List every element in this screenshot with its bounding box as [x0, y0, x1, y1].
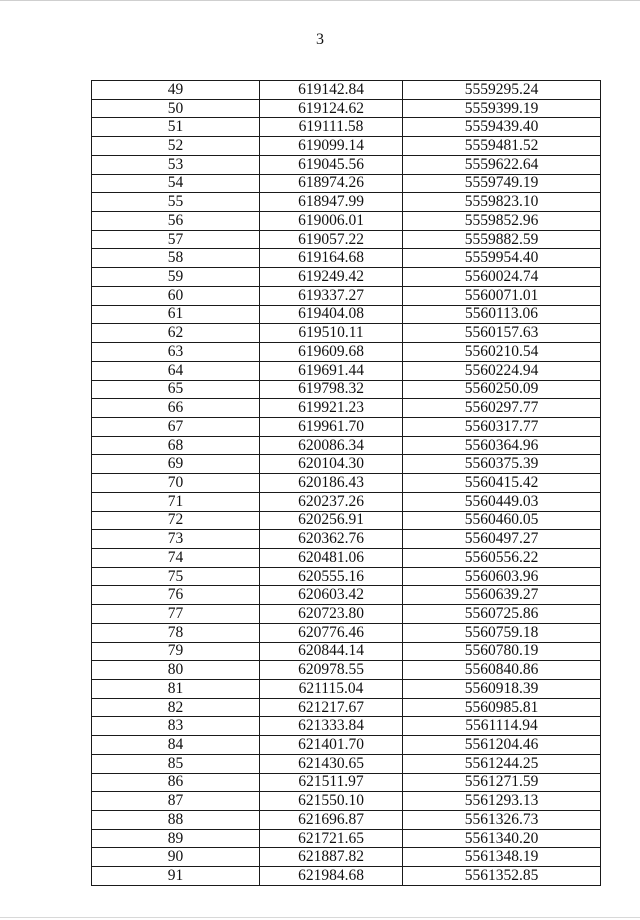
table-row: [92, 343, 601, 362]
x-coordinate-cell: 618974.26: [260, 174, 403, 193]
table-row: [92, 736, 601, 755]
x-coordinate-cell: 620844.14: [260, 642, 403, 661]
table-row: [92, 230, 601, 249]
x-coordinate-cell: 620256.91: [260, 511, 403, 530]
y-coordinate-cell: 5559954.40: [403, 249, 601, 268]
coordinates-table: [91, 80, 601, 886]
y-coordinate-cell: 5560460.05: [403, 511, 601, 530]
table-row: [92, 99, 601, 118]
x-coordinate-cell: 619609.68: [260, 343, 403, 362]
point-number-cell: 84: [92, 736, 260, 755]
table-row: [92, 792, 601, 811]
y-coordinate-cell: 5561348.19: [403, 848, 601, 867]
point-number-cell: 65: [92, 380, 260, 399]
point-number-cell: 80: [92, 661, 260, 680]
y-coordinate-cell: 5560113.06: [403, 305, 601, 324]
x-coordinate-cell: 619921.23: [260, 399, 403, 418]
x-coordinate-cell: 619142.84: [260, 81, 403, 100]
point-number-cell: 52: [92, 137, 260, 156]
table-row: [92, 137, 601, 156]
table-row: [92, 511, 601, 530]
point-number-cell: 88: [92, 811, 260, 830]
y-coordinate-cell: 5559852.96: [403, 212, 601, 231]
y-coordinate-cell: 5560224.94: [403, 361, 601, 380]
point-number-cell: 76: [92, 586, 260, 605]
y-coordinate-cell: 5560250.09: [403, 380, 601, 399]
y-coordinate-cell: 5560210.54: [403, 343, 601, 362]
y-coordinate-cell: 5561114.94: [403, 717, 601, 736]
y-coordinate-cell: 5560071.01: [403, 286, 601, 305]
point-number-cell: 85: [92, 754, 260, 773]
y-coordinate-cell: 5560985.81: [403, 698, 601, 717]
table-row: [92, 773, 601, 792]
x-coordinate-cell: 618947.99: [260, 193, 403, 212]
point-number-cell: 73: [92, 530, 260, 549]
x-coordinate-cell: 620104.30: [260, 455, 403, 474]
y-coordinate-cell: 5560556.22: [403, 548, 601, 567]
point-number-cell: 67: [92, 417, 260, 436]
x-coordinate-cell: 619006.01: [260, 212, 403, 231]
point-number-cell: 71: [92, 492, 260, 511]
table-row: [92, 605, 601, 624]
point-number-cell: 83: [92, 717, 260, 736]
y-coordinate-cell: 5560024.74: [403, 268, 601, 287]
point-number-cell: 62: [92, 324, 260, 343]
table-row: [92, 754, 601, 773]
y-coordinate-cell: 5560415.42: [403, 474, 601, 493]
x-coordinate-cell: 619164.68: [260, 249, 403, 268]
y-coordinate-cell: 5560725.86: [403, 605, 601, 624]
point-number-cell: 87: [92, 792, 260, 811]
table-row: [92, 642, 601, 661]
x-coordinate-cell: 621721.65: [260, 829, 403, 848]
y-coordinate-cell: 5559481.52: [403, 137, 601, 156]
y-coordinate-cell: 5560759.18: [403, 623, 601, 642]
table-row: [92, 623, 601, 642]
y-coordinate-cell: 5561204.46: [403, 736, 601, 755]
point-number-cell: 60: [92, 286, 260, 305]
point-number-cell: 58: [92, 249, 260, 268]
point-number-cell: 50: [92, 99, 260, 118]
point-number-cell: 53: [92, 155, 260, 174]
table-row: [92, 848, 601, 867]
y-coordinate-cell: 5560639.27: [403, 586, 601, 605]
table-row: [92, 829, 601, 848]
point-number-cell: 69: [92, 455, 260, 474]
table-row: [92, 436, 601, 455]
table-row: [92, 193, 601, 212]
point-number-cell: 55: [92, 193, 260, 212]
point-number-cell: 57: [92, 230, 260, 249]
y-coordinate-cell: 5561340.20: [403, 829, 601, 848]
table-row: [92, 717, 601, 736]
x-coordinate-cell: 620723.80: [260, 605, 403, 624]
y-coordinate-cell: 5559295.24: [403, 81, 601, 100]
x-coordinate-cell: 619337.27: [260, 286, 403, 305]
y-coordinate-cell: 5561326.73: [403, 811, 601, 830]
x-coordinate-cell: 620186.43: [260, 474, 403, 493]
x-coordinate-cell: 620978.55: [260, 661, 403, 680]
y-coordinate-cell: 5559439.40: [403, 118, 601, 137]
y-coordinate-cell: 5560918.39: [403, 680, 601, 699]
y-coordinate-cell: 5560449.03: [403, 492, 601, 511]
table-row: [92, 586, 601, 605]
point-number-cell: 86: [92, 773, 260, 792]
x-coordinate-cell: 621696.87: [260, 811, 403, 830]
y-coordinate-cell: 5560317.77: [403, 417, 601, 436]
point-number-cell: 56: [92, 212, 260, 231]
x-coordinate-cell: 621511.97: [260, 773, 403, 792]
x-coordinate-cell: 620603.42: [260, 586, 403, 605]
table-row: [92, 661, 601, 680]
point-number-cell: 63: [92, 343, 260, 362]
x-coordinate-cell: 619510.11: [260, 324, 403, 343]
point-number-cell: 61: [92, 305, 260, 324]
point-number-cell: 72: [92, 511, 260, 530]
y-coordinate-cell: 5560364.96: [403, 436, 601, 455]
x-coordinate-cell: 619045.56: [260, 155, 403, 174]
y-coordinate-cell: 5560375.39: [403, 455, 601, 474]
y-coordinate-cell: 5560840.86: [403, 661, 601, 680]
y-coordinate-cell: 5561352.85: [403, 867, 601, 886]
point-number-cell: 70: [92, 474, 260, 493]
x-coordinate-cell: 621115.04: [260, 680, 403, 699]
x-coordinate-cell: 619124.62: [260, 99, 403, 118]
point-number-cell: 78: [92, 623, 260, 642]
point-number-cell: 79: [92, 642, 260, 661]
table-row: [92, 324, 601, 343]
table-row: [92, 249, 601, 268]
y-coordinate-cell: 5560780.19: [403, 642, 601, 661]
table-row: [92, 155, 601, 174]
x-coordinate-cell: 619404.08: [260, 305, 403, 324]
table-row: [92, 361, 601, 380]
table-row: [92, 286, 601, 305]
x-coordinate-cell: 620237.26: [260, 492, 403, 511]
point-number-cell: 91: [92, 867, 260, 886]
point-number-cell: 75: [92, 567, 260, 586]
y-coordinate-cell: 5559399.19: [403, 99, 601, 118]
x-coordinate-cell: 619961.70: [260, 417, 403, 436]
x-coordinate-cell: 621430.65: [260, 754, 403, 773]
x-coordinate-cell: 619099.14: [260, 137, 403, 156]
table-row: [92, 530, 601, 549]
y-coordinate-cell: 5560603.96: [403, 567, 601, 586]
point-number-cell: 89: [92, 829, 260, 848]
x-coordinate-cell: 619798.32: [260, 380, 403, 399]
x-coordinate-cell: 620086.34: [260, 436, 403, 455]
point-number-cell: 51: [92, 118, 260, 137]
y-coordinate-cell: 5561244.25: [403, 754, 601, 773]
point-number-cell: 54: [92, 174, 260, 193]
table-row: [92, 548, 601, 567]
table-row: [92, 399, 601, 418]
table-row: [92, 474, 601, 493]
y-coordinate-cell: 5559749.19: [403, 174, 601, 193]
x-coordinate-cell: 621984.68: [260, 867, 403, 886]
table-row: [92, 417, 601, 436]
scan-edge-top: [0, 0, 640, 1]
point-number-cell: 49: [92, 81, 260, 100]
x-coordinate-cell: 621887.82: [260, 848, 403, 867]
point-number-cell: 77: [92, 605, 260, 624]
y-coordinate-cell: 5561271.59: [403, 773, 601, 792]
page-number: 3: [316, 31, 324, 48]
table-row: [92, 492, 601, 511]
y-coordinate-cell: 5560297.77: [403, 399, 601, 418]
y-coordinate-cell: 5560157.63: [403, 324, 601, 343]
y-coordinate-cell: 5559882.59: [403, 230, 601, 249]
table-row: [92, 867, 601, 886]
x-coordinate-cell: 620481.06: [260, 548, 403, 567]
point-number-cell: 59: [92, 268, 260, 287]
table-row: [92, 698, 601, 717]
x-coordinate-cell: 620555.16: [260, 567, 403, 586]
x-coordinate-cell: 619111.58: [260, 118, 403, 137]
table-row: [92, 268, 601, 287]
x-coordinate-cell: 621401.70: [260, 736, 403, 755]
point-number-cell: 82: [92, 698, 260, 717]
x-coordinate-cell: 619249.42: [260, 268, 403, 287]
x-coordinate-cell: 621550.10: [260, 792, 403, 811]
y-coordinate-cell: 5559823.10: [403, 193, 601, 212]
x-coordinate-cell: 619691.44: [260, 361, 403, 380]
x-coordinate-cell: 621217.67: [260, 698, 403, 717]
table-row: [92, 174, 601, 193]
x-coordinate-cell: 619057.22: [260, 230, 403, 249]
x-coordinate-cell: 621333.84: [260, 717, 403, 736]
table-row: [92, 212, 601, 231]
y-coordinate-cell: 5559622.64: [403, 155, 601, 174]
table-row: [92, 81, 601, 100]
point-number-cell: 81: [92, 680, 260, 699]
x-coordinate-cell: 620362.76: [260, 530, 403, 549]
point-number-cell: 74: [92, 548, 260, 567]
table-row: [92, 455, 601, 474]
table-row: [92, 380, 601, 399]
scan-edge-bottom: [0, 917, 640, 918]
point-number-cell: 64: [92, 361, 260, 380]
y-coordinate-cell: 5561293.13: [403, 792, 601, 811]
table-row: [92, 680, 601, 699]
y-coordinate-cell: 5560497.27: [403, 530, 601, 549]
point-number-cell: 68: [92, 436, 260, 455]
point-number-cell: 90: [92, 848, 260, 867]
point-number-cell: 66: [92, 399, 260, 418]
table-row: [92, 305, 601, 324]
table-row: [92, 567, 601, 586]
table-row: [92, 811, 601, 830]
table-row: [92, 118, 601, 137]
coordinates-table-body: [92, 81, 601, 886]
x-coordinate-cell: 620776.46: [260, 623, 403, 642]
